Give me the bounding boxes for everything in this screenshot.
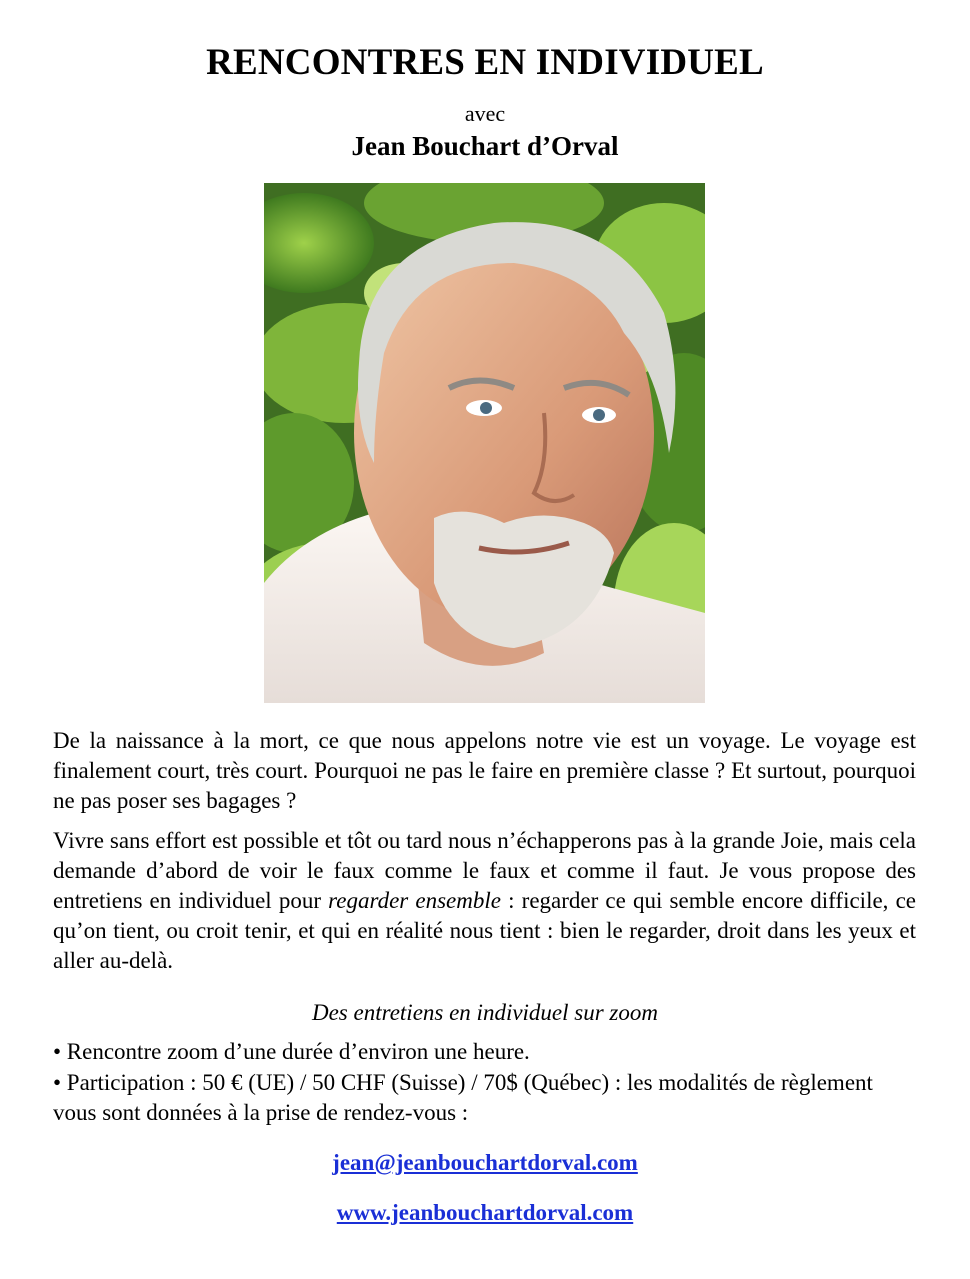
bullet-participation: • Participation : 50 € (UE) / 50 CHF (Suisse) / 70$ (Québec) : les modalités de règlement vous sont données à la prise de rendez-vous : (53, 1070, 873, 1125)
description-emphasis: regarder ensemble (328, 888, 501, 913)
section-subtitle: Des entretiens en individuel sur zoom (311, 1000, 658, 1025)
website-line (0, 1198, 970, 1228)
portrait-illustration (264, 183, 705, 703)
author-name: Jean Bouchart d’Orval (351, 131, 619, 161)
description-paragraph (53, 826, 916, 976)
description-text-start: Vivre sans effort est possible et tôt ou tard nous n’échapperons pas à la grande Joie, mais cela demande d’abord de voir le faux comme le faux et comme il faut. Je vous propose des entretiens en individuel pour (53, 828, 916, 913)
email-line (0, 1148, 970, 1178)
website-link[interactable]: www.jeanbouchartdorval.com (336, 1200, 634, 1225)
bullet-duration: • Rencontre zoom d’une durée d’environ une heure. (53, 1039, 530, 1064)
avec-label: avec (464, 101, 506, 126)
document-title: RENCONTRES EN INDIVIDUEL (206, 42, 764, 83)
intro-paragraph: De la naissance à la mort, ce que nous appelons notre vie est un voyage. Le voyage est finalement court, très court. Pourquoi ne pas le faire en première classe ? Et surtout, pourquoi ne pas poser ses bagages ? (53, 728, 916, 813)
portrait-photo (264, 183, 705, 703)
description-text-end: : regarder ce qui semble encore difficile, ce qu’on tient, ou croit tenir, et qui en réalité nous tient : bien le regarder, droit dans les yeux et aller au-delà. (53, 888, 916, 973)
email-link[interactable]: jean@jeanbouchartdorval.com (332, 1150, 638, 1175)
